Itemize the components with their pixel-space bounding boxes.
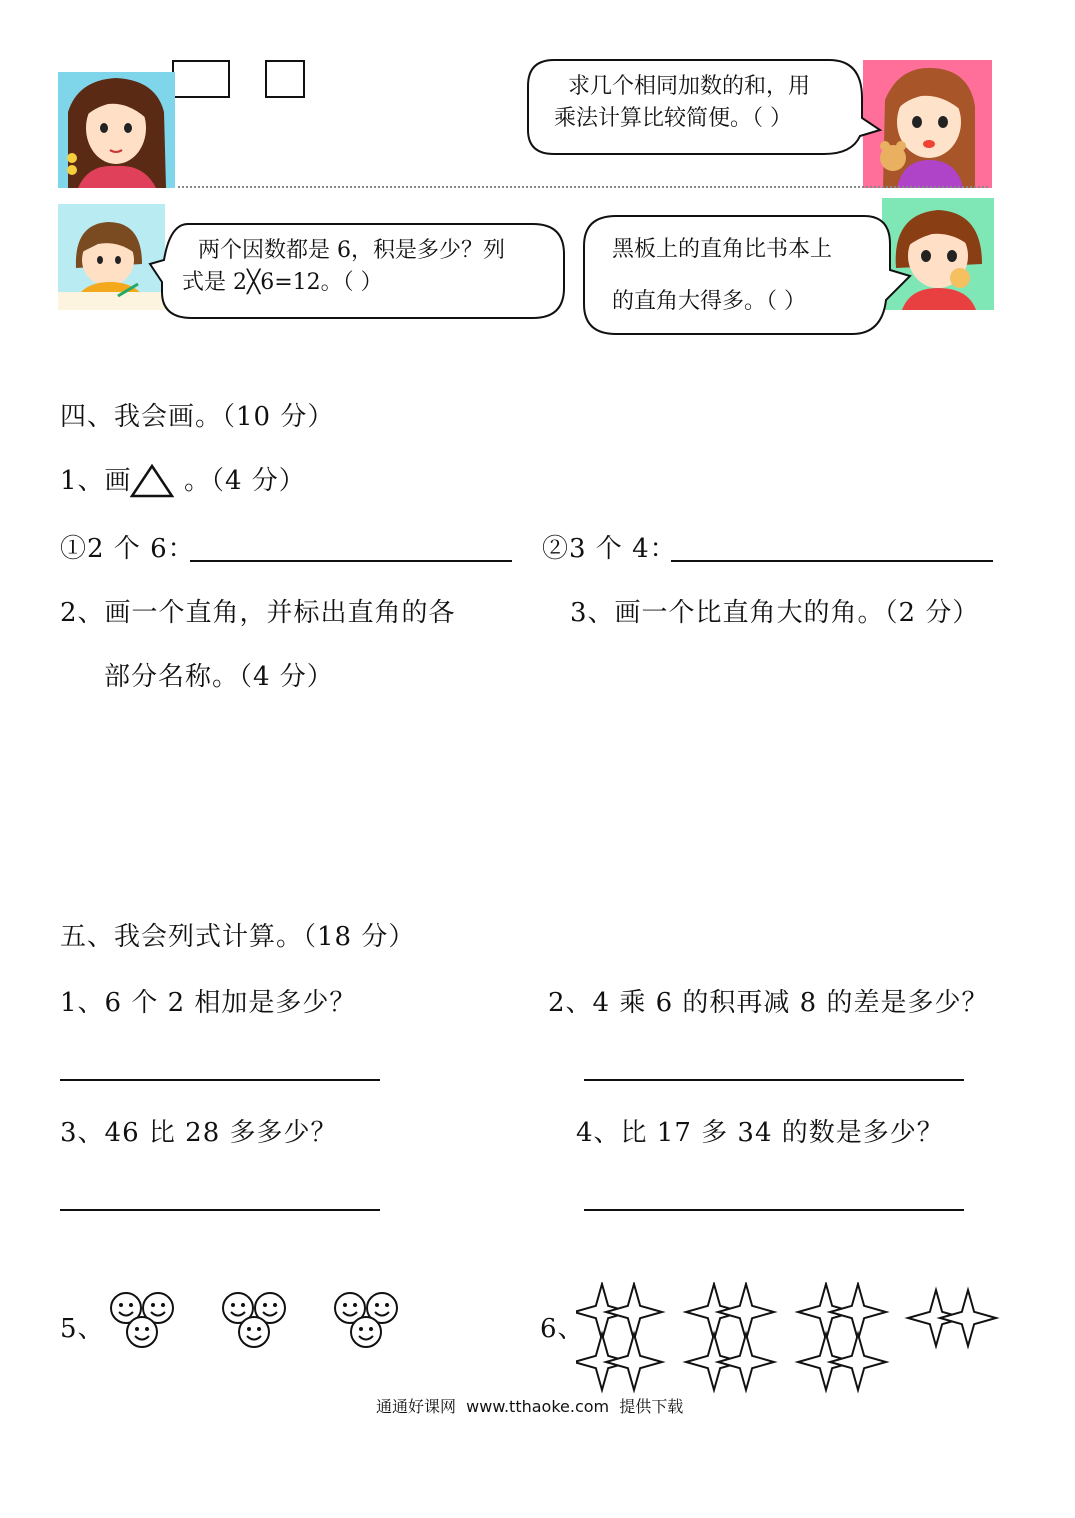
section-4-q3: 3、画一个比直角大的角。（2 分） — [570, 598, 980, 628]
speech-bubble-factors — [148, 222, 568, 322]
section-4-q1-b-label: ②3 个 4： — [542, 534, 677, 564]
answer-line-q1-a — [190, 560, 512, 562]
teacher-portrait — [58, 72, 175, 188]
section-4-q2-line-1: 2、画一个直角，并标出直角的各 — [60, 598, 456, 628]
section-5-q4: 4、比 17 多 34 的数是多少？ — [576, 1118, 944, 1148]
speech-bubble-multiplication — [524, 58, 884, 158]
triangle-icon — [130, 464, 174, 498]
smiley-face-icon — [239, 1317, 269, 1347]
bubble-1-line-1: 求几个相同加数的和，用 — [568, 74, 811, 99]
smiley-faces-groups — [110, 1290, 430, 1360]
star-groups — [576, 1282, 1006, 1402]
star-icon — [830, 1334, 886, 1390]
section-4-q1-a-label: ①2 个 6： — [60, 534, 195, 564]
answer-line-5-1 — [60, 1079, 380, 1081]
bubble-3-line-2: 的直角大得多。（ ） — [612, 289, 806, 314]
bubble-2-line-1: 两个因数都是 6，积是多少？列 — [198, 238, 505, 263]
section-5-q3: 3、46 比 28 多多少？ — [60, 1118, 338, 1148]
section-4-q2-line-2: 部分名称。（4 分） — [104, 662, 334, 692]
answer-line-q1-b — [671, 560, 993, 562]
smiley-face-icon — [351, 1317, 381, 1347]
section-5-q5: 5、 — [60, 1314, 105, 1344]
bubble-1-line-2: 乘法计算比较简便。（ ） — [554, 106, 792, 131]
answer-line-5-2 — [584, 1079, 964, 1081]
star-icon — [940, 1290, 996, 1346]
section-4-q1-suffix: 。（4 分） — [184, 466, 306, 496]
section-5-heading: 五、我会列式计算。（18 分） — [60, 922, 416, 952]
answer-box-2 — [265, 60, 305, 98]
section-4-heading: 四、我会画。（10 分） — [60, 402, 335, 432]
bubble-2-line-2: 式是 2╳6=12。（ ） — [182, 270, 383, 295]
bubble-3-line-1: 黑板上的直角比书本上 — [612, 237, 833, 262]
section-5-q6: 6、 — [540, 1314, 585, 1344]
section-4-q1-prefix: 1、画 — [60, 466, 132, 496]
section-5-q2: 2、4 乘 6 的积再减 8 的差是多少？ — [548, 988, 989, 1018]
star-icon — [606, 1334, 662, 1390]
footer-credit: 通通好课网 www.tthaoke.com 提供下载 — [376, 1397, 684, 1416]
answer-box-1 — [172, 60, 230, 98]
answer-line-5-4 — [584, 1209, 964, 1211]
speech-bubble-right-angle — [582, 214, 912, 338]
smiley-face-icon — [127, 1317, 157, 1347]
answer-line-5-3 — [60, 1209, 380, 1211]
dotted-separator — [178, 186, 988, 188]
star-icon — [718, 1334, 774, 1390]
section-5-q1: 1、6 个 2 相加是多少？ — [60, 988, 357, 1018]
